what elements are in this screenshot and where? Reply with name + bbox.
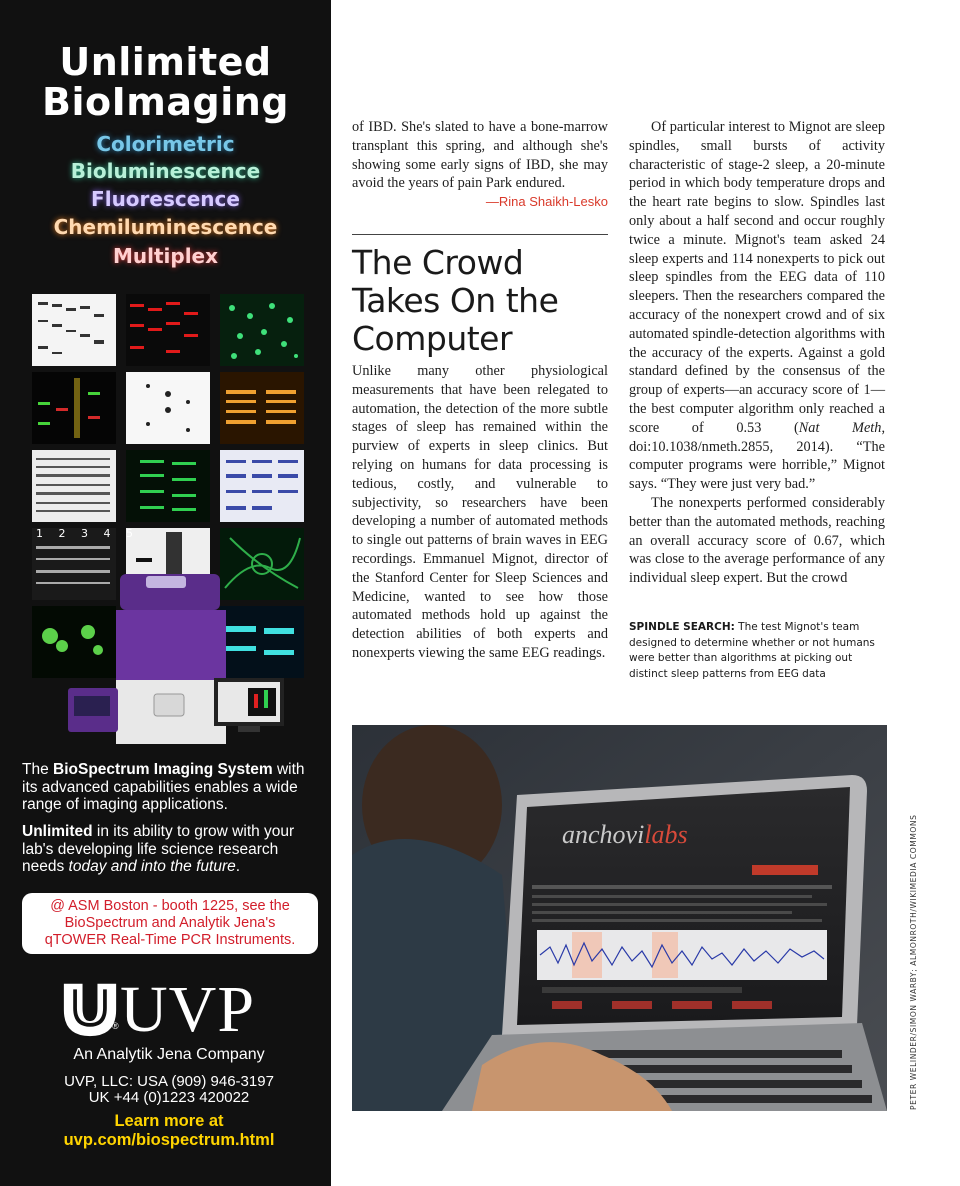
contact-uk: UK +44 (0)1223 420022 <box>88 1089 250 1106</box>
uvp-wordmark: UVP <box>120 973 256 1046</box>
gel-lane-numbers: 1 2 3 4 5 <box>36 527 139 540</box>
gel-image-protein-ladder <box>32 450 116 522</box>
ad-mode-colorimetric: Colorimetric <box>96 132 235 156</box>
ad-copy-paragraph-2: Unlimited in its ability to grow with your lab's developing life science research needs today and into the future. <box>22 823 295 875</box>
laptop-eeg-photo <box>352 725 887 1111</box>
learn-more-label: Learn more at <box>114 1112 224 1130</box>
section-divider <box>352 234 608 235</box>
gel-image-western-white <box>32 294 116 366</box>
uvp-logo-icon <box>62 980 118 1038</box>
screen-brand: anchovilabs <box>562 820 688 849</box>
article-paragraph-spindles: Of particular interest to Mignot are sleep spindles, small bursts of activity characteristic of stage-2 sleep, a 20-minute period in which body temperature drops and the heart rate begins to slow. Spindles last only about a half second and occur roughly twice a minute. Mignot's team asked 24 sleep experts and 114 nonexperts to pick out sleep spindles from the EEG data of 110 sleepers. Then the researchers compared the accuracy of the nonexpert crowd and of six automated spindle-detection algorithms with the accuracy of the experts. Against a gold standard defined by the consensus of the group of experts—an accuracy score of 1—the best computer algorithm only reached a score of 0.53 (Nat Meth, doi:10.1038/nmeth.2855, 2014). “The computer programs were horrible,” Mignot says. “They were just very bad.” <box>629 119 886 493</box>
article-body-column-1: Unlike many other physiological measurements that have been relegated to automation, the detection of the more subtle stages of sleep has remained within the purview of experts in sleep clinics. But relying on humans for data processing is tedious, costly, and vulnerable to subjectivity, so researchers have been developing a number of automated methods to single out patterns of brain waves in EEG recordings. Emmanuel Mignot, director of the Stanford Center for Sleep Sciences and Medicine, wanted to see how those automated methods hold up against the detection abilities of both experts and nonexperts viewing the same EEG readings. <box>352 363 608 661</box>
article-body-column-2 <box>629 118 885 588</box>
ad-product-name: BioSpectrum Imaging System <box>53 761 273 778</box>
ad-mode-chemiluminescence: Chemiluminescence <box>53 215 278 239</box>
journal-name: Nat Meth <box>798 419 882 436</box>
ad-mode-bioluminescence: Bioluminescence <box>70 159 261 183</box>
company-tagline: An Analytik Jena Company <box>73 1046 265 1063</box>
learn-more-url[interactable]: uvp.com/biospectrum.html <box>63 1131 275 1149</box>
registered-mark: ® <box>112 1021 119 1031</box>
gel-image-multiplex-bands <box>32 372 116 444</box>
photo-credit: PETER WELINDER/SIMON WARBY; ALMONROTH/WIKIMEDIA COMMONS <box>909 814 918 1110</box>
ad-headline-line1: Unlimited <box>59 40 272 84</box>
imaging-system-illustration <box>60 570 290 750</box>
advertisement <box>0 0 331 1186</box>
gel-image-green-cells <box>220 294 304 366</box>
article-paragraph-nonexperts: The nonexperts performed considerably better than the automated methods, reaching an overall accuracy score of 0.67, which was close to the average performance of any individual sleep expert. But the crowd <box>629 494 885 587</box>
gel-image-blue-stain <box>220 450 304 522</box>
ad-headline-line2: BioImaging <box>42 80 289 124</box>
caption-label: SPINDLE SEARCH: <box>629 621 735 633</box>
previous-story-end <box>352 118 608 212</box>
ad-mode-fluorescence: Fluorescence <box>91 187 240 211</box>
photo-caption: SPINDLE SEARCH: The test Mignot's team designed to determine whether or not humans were better than algorithms at picking out distinct sleep patterns from EEG data <box>629 621 875 680</box>
gel-image-red-bands <box>126 294 210 366</box>
ad-mode-multiplex: Multiplex <box>112 244 219 268</box>
previous-story-text: of IBD. She's slated to have a bone-marrow transplant this spring, and although she's showing some early signs of IBD, she may avoid the years of pain Park endured. <box>352 119 608 192</box>
gel-image-dot-blot <box>126 372 210 444</box>
gel-image-orange-bands <box>220 372 304 444</box>
previous-story-byline: —Rina Shaikh-Lesko <box>485 194 608 210</box>
ad-copy-paragraph-1: The BioSpectrum Imaging System with its advanced capabilities enables a wide range of imaging applications. <box>22 761 305 813</box>
article-headline: The Crowd Takes On the Computer <box>352 243 559 358</box>
asm-booth-callout: @ ASM Boston - booth 1225, see the BioSpectrum and Analytik Jena's qTOWER Real-Time PCR Instruments. <box>22 893 318 954</box>
contact-usa: UVP, LLC: USA (909) 946-3197 <box>64 1073 274 1090</box>
gel-image-green-ladder <box>126 450 210 522</box>
